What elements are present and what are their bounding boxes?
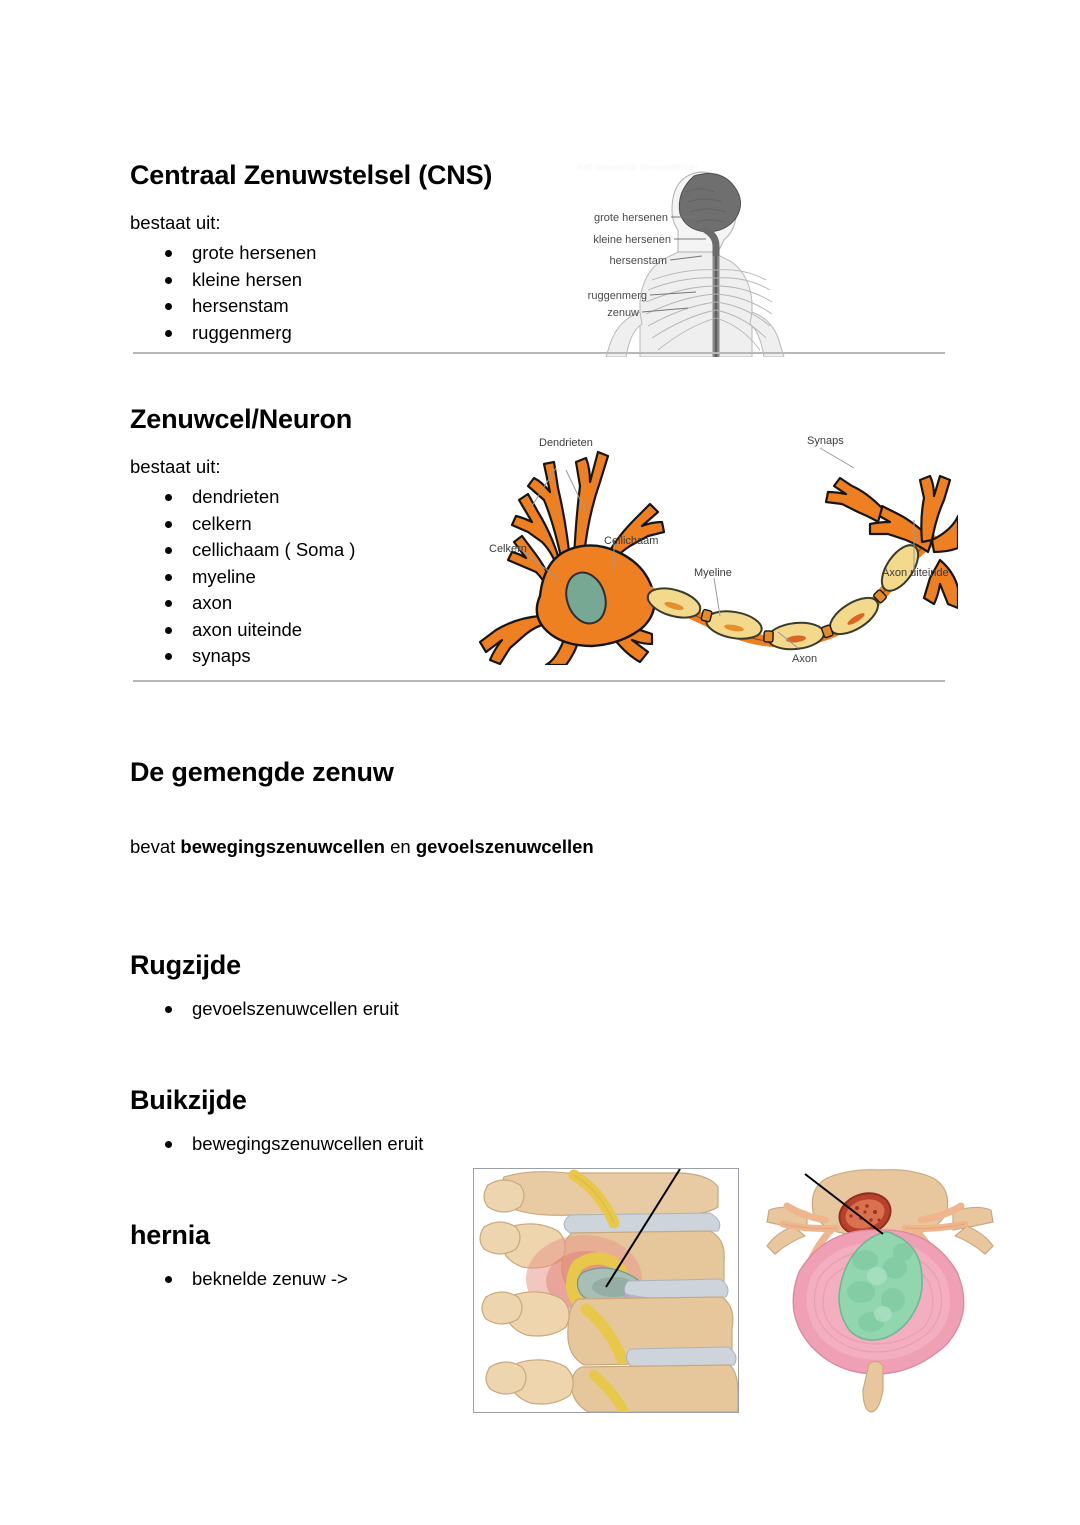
- figure-cns-diagram: [566, 152, 792, 357]
- figure-hernia-axial: [765, 1168, 995, 1418]
- list-item: synaps: [130, 643, 460, 670]
- section-neuron: [130, 402, 460, 670]
- label-kleine-hersenen: kleine hersenen: [593, 234, 671, 246]
- cns-watermark-text: het menselijk zenuwstelsel: [578, 162, 698, 172]
- heading-neuron: Zenuwcel/Neuron: [130, 404, 353, 434]
- hernia-bullet-list: [130, 1266, 530, 1293]
- figure-hernia-lateral: [473, 1168, 739, 1413]
- hernia-lateral-svg: [474, 1169, 738, 1412]
- label-synaps: Synaps: [807, 435, 844, 447]
- section-cns: [130, 158, 550, 346]
- paragraph-bold-bewegingszenuwcellen: bewegingszenuwcellen: [180, 836, 385, 857]
- neuron-bullet-list: [130, 484, 460, 670]
- label-dendrieten: Dendrieten: [539, 437, 593, 449]
- heading-gemengde-zenuw: De gemengde zenuw: [130, 757, 394, 787]
- list-item: myeline: [130, 564, 460, 591]
- heading-buikzijde: Buikzijde: [130, 1085, 247, 1115]
- label-axon-uiteinde: Axon uiteinde: [882, 567, 949, 579]
- section-hernia: [130, 1218, 530, 1293]
- figure-neuron-diagram: [462, 420, 958, 665]
- cns-diagram-svg: [566, 152, 792, 357]
- list-item: grote hersenen: [130, 240, 550, 267]
- list-item: axon: [130, 590, 460, 617]
- list-item: bewegingszenuwcellen eruit: [130, 1131, 630, 1158]
- label-grote-hersenen: grote hersenen: [594, 212, 668, 224]
- heading-cns: Centraal Zenuwstelsel (CNS): [130, 160, 493, 190]
- list-item: axon uiteinde: [130, 617, 460, 644]
- list-item: kleine hersen: [130, 267, 550, 294]
- paragraph-middle: en: [384, 836, 416, 857]
- label-celkern: Celkern: [489, 543, 527, 555]
- label-hersenstam: hersenstam: [609, 255, 667, 267]
- label-axon: Axon: [792, 653, 818, 665]
- list-item: celkern: [130, 511, 460, 538]
- divider-2: [133, 680, 945, 682]
- neuron-intro-text: bestaat uit:: [130, 456, 221, 477]
- label-myeline: Myeline: [694, 567, 732, 579]
- gemengde-zenuw-paragraph: [130, 834, 830, 860]
- section-rugzijde: [130, 948, 630, 1023]
- disc-middle: [624, 1279, 728, 1299]
- label-ruggenmerg: ruggenmerg: [587, 290, 647, 302]
- list-item: beknelde zenuw ->: [130, 1266, 530, 1293]
- buikzijde-bullet-list: [130, 1131, 630, 1158]
- label-zenuw: zenuw: [607, 307, 639, 319]
- hernia-axial-svg: [765, 1168, 995, 1418]
- cns-bullet-list: [130, 240, 550, 346]
- list-item: dendrieten: [130, 484, 460, 511]
- list-item: gevoelszenuwcellen eruit: [130, 996, 630, 1023]
- disc-bottom: [626, 1347, 736, 1367]
- list-item: ruggenmerg: [130, 320, 550, 347]
- list-item: cellichaam ( Soma ): [130, 537, 460, 564]
- paragraph-bold-gevoelszenuwcellen: gevoelszenuwcellen: [415, 836, 594, 857]
- list-item: hersenstam: [130, 293, 550, 320]
- cerebrum-shape: [679, 174, 740, 232]
- section-gemengde-zenuw: [130, 755, 830, 860]
- neuron-diagram-svg: [462, 420, 958, 665]
- cns-intro-text: bestaat uit:: [130, 212, 221, 233]
- paragraph-lead: bevat: [130, 836, 181, 857]
- rugzijde-bullet-list: [130, 996, 630, 1023]
- divider-1: [133, 352, 945, 354]
- section-buikzijde: [130, 1083, 630, 1158]
- label-cellichaam: Cellichaam: [604, 535, 659, 547]
- heading-rugzijde: Rugzijde: [130, 950, 241, 980]
- heading-hernia: hernia: [130, 1220, 210, 1250]
